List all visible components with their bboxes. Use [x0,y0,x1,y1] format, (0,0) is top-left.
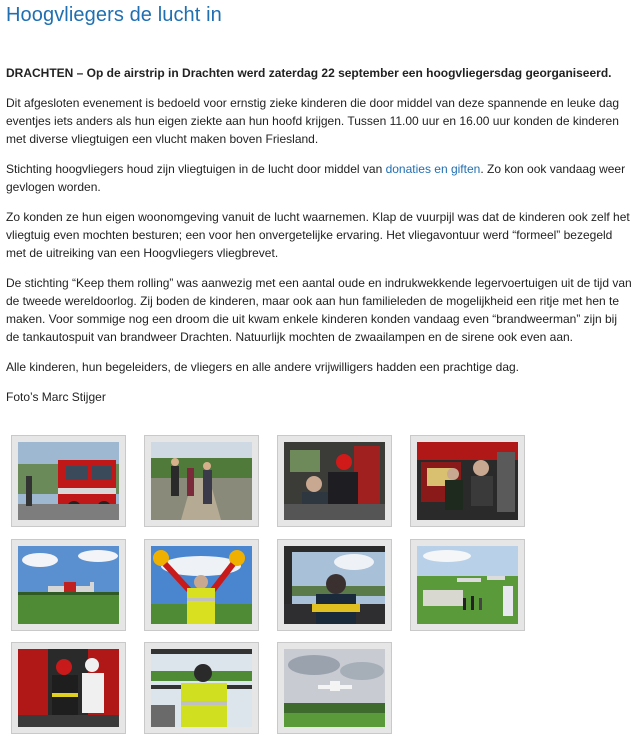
gallery-thumb-11[interactable] [277,642,392,734]
child-in-cockpit-photo [284,442,385,520]
article-title: Hoogvliegers de lucht in [6,4,222,26]
article-body [6,64,632,418]
photo-credit: Foto’s Marc Stijger [6,390,106,404]
gallery-thumb-5[interactable] [11,539,126,631]
paragraph-3: Zo konden ze hun eigen woonomgeving vanuit de lucht waarnemen. Klap de vuurpijl was dat de kinderen ook zelf het vliegtuig even mochten besturen; een voor hen onvergetelijke ervaring. Het vliegavontuur werd “formeel” bezegeld met de uitreiking van een Hoogvliegers vliegbrevet. [6,210,630,260]
gallery-thumb-8[interactable] [410,539,525,631]
gallery-thumb-1[interactable] [11,435,126,527]
gallery-thumb-7[interactable] [277,539,392,631]
article-lead: DRACHTEN – Op de airstrip in Drachten werd zaterdag 22 september een hoogvliegersdag georganiseerd. [6,66,612,80]
plane-in-sky-photo [284,649,385,727]
firefighter-child-photo [18,649,119,727]
gallery-thumb-4[interactable] [410,435,525,527]
cockpit-view-photo [284,546,385,624]
donations-link[interactable]: donaties en giften [385,162,481,176]
gallery-thumb-3[interactable] [277,435,392,527]
paragraph-4: De stichting “Keep them rolling” was aanwezig met een aantal oude en indrukwekkende legervoertuigen uit de tijd van de tweede wereldoorlog. Zij boden de kinderen, maar ook aan hun familieleden de mogelijkheid een ritje met hen te maken. Voor sommige nog een droom die uit kwam enkele kinderen konden vandaag even “brandweerman” zijn bij de tankautospuit van brandweer Drachten. Natuurlijk mochten de zwaailampen en de sirene ook even aan. [6,276,632,344]
fire-truck-interior-photo [417,442,518,520]
paragraph-2 [6,160,632,196]
small-plane-on-grass-photo [18,546,119,624]
gallery-thumb-10[interactable] [144,642,259,734]
man-in-hiviz-vest-photo [151,649,252,727]
gallery-thumb-6[interactable] [144,539,259,631]
paragraph-1: Dit afgesloten evenement is bedoeld voor ernstig zieke kinderen die door middel van deze spannende en leuke dag eventjes iets anders als hun eigen ziekte aan hun hoofd krijgen. Tussen 11.00 uur en 16.00 uur konden de kinderen met diverse vliegtuigen een vlucht maken boven Friesland. [6,96,620,146]
photo-gallery [11,435,631,740]
gallery-thumb-2[interactable] [144,435,259,527]
marshaller-with-paddles-photo [151,546,252,624]
paragraph-2-text-before: Stichting hoogvliegers houd zijn vliegtuigen in de lucht door middel van [6,162,386,176]
people-on-path-photo [151,442,252,520]
paragraph-2-text-after: . Zo kon ook vandaag weer gevlogen worden. [6,162,626,194]
paragraph-5: Alle kinderen, hun begeleiders, de vliegers en alle andere vrijwilligers hadden een prachtige dag. [6,360,519,374]
gallery-thumb-9[interactable] [11,642,126,734]
airfield-crowd-photo [417,546,518,624]
fire-truck-photo [18,442,119,520]
